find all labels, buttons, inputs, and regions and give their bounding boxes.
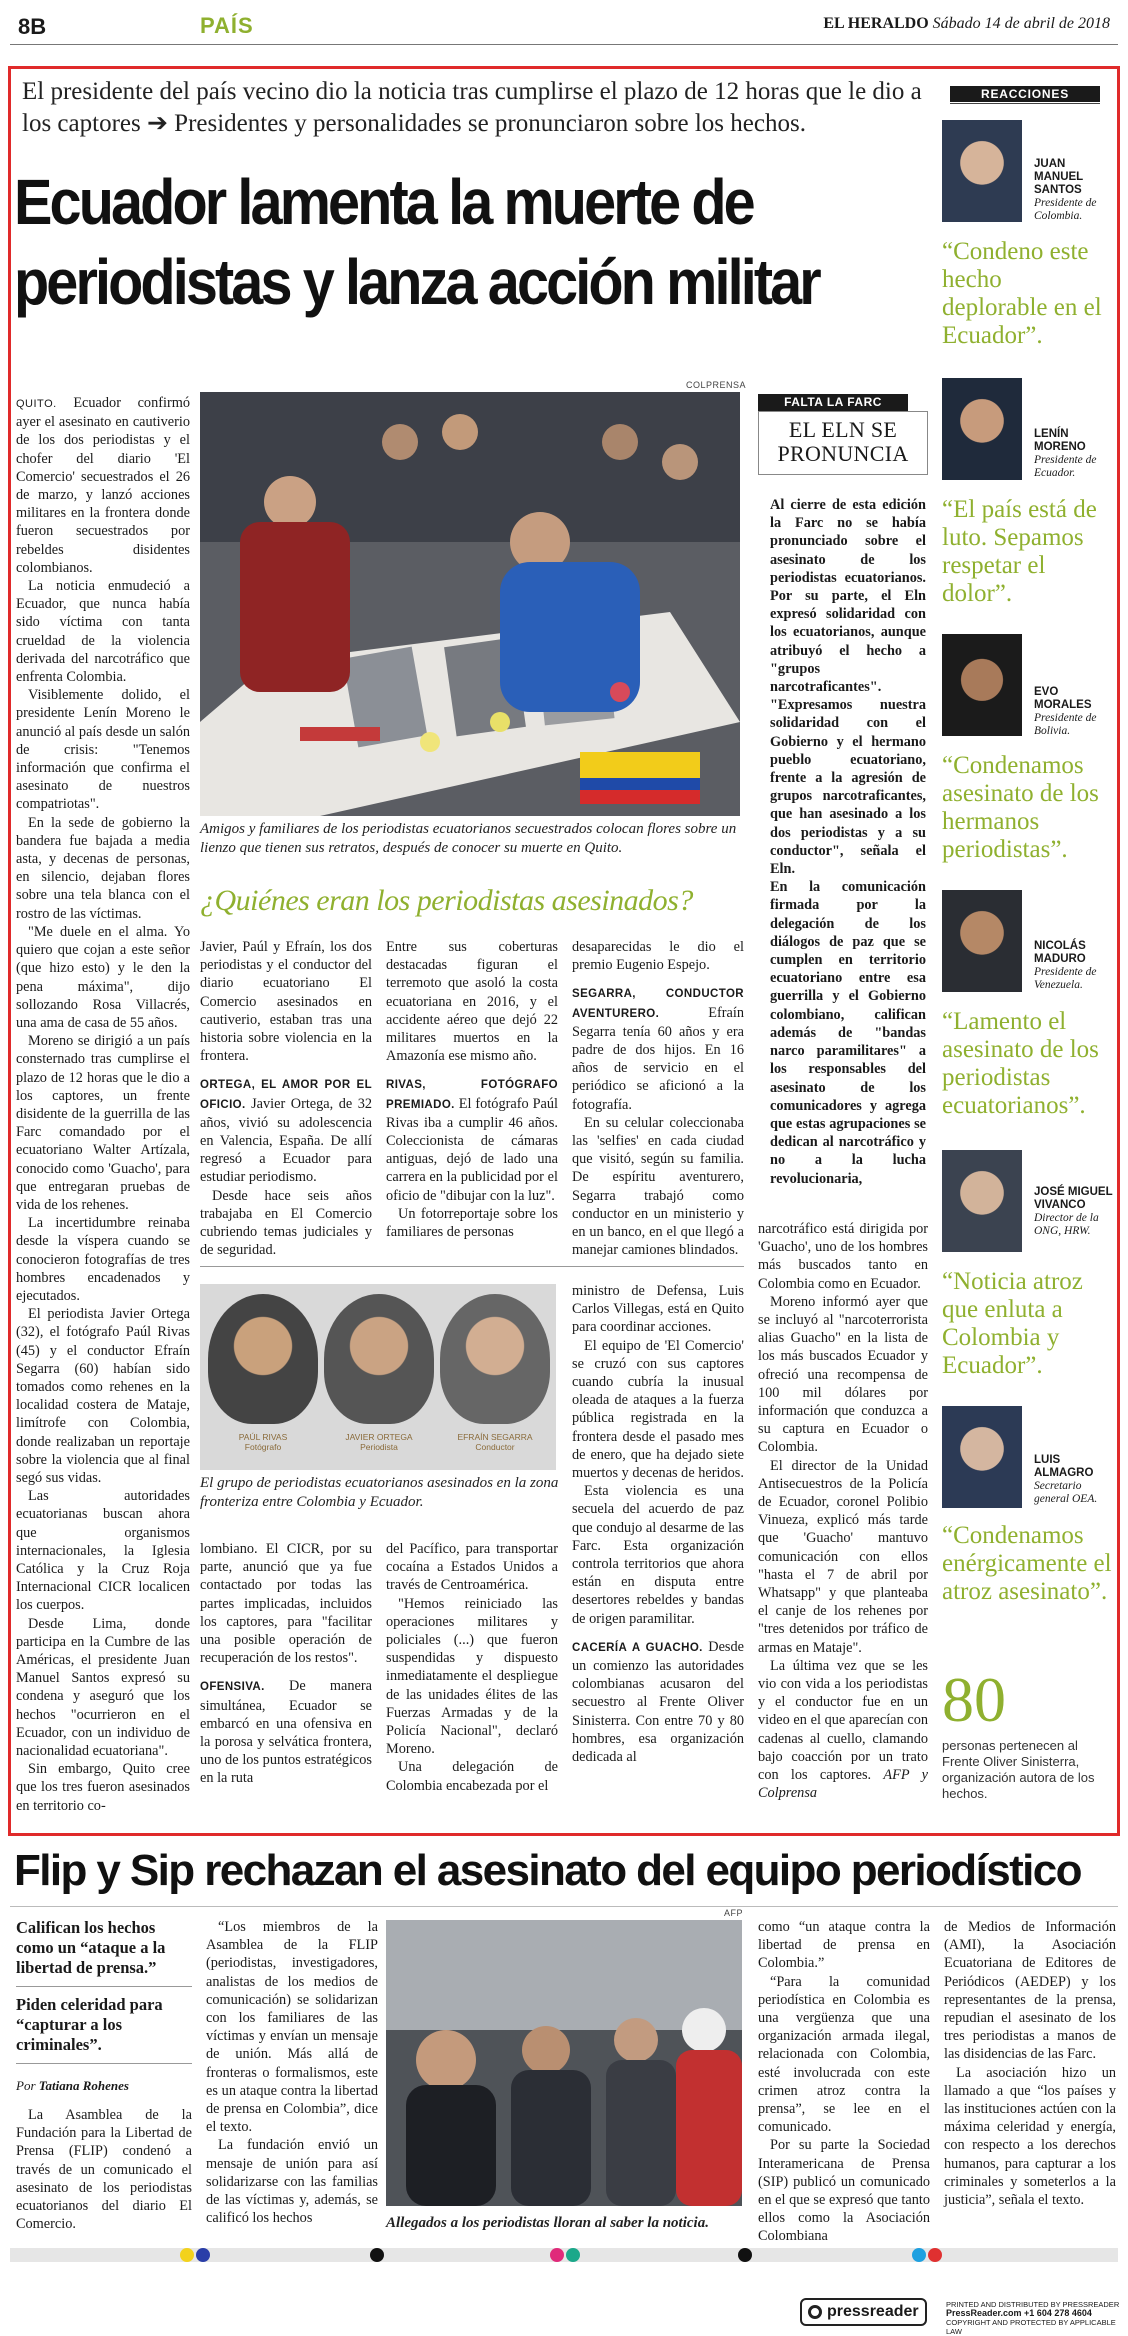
mourners-photo <box>200 392 740 816</box>
reaction-quote: “Noticia atroz que enluta a Colombia y Ecuador”. <box>942 1268 1083 1379</box>
who-subhead: RIVAS, FOTÓGRAFO PREMIADO. <box>386 1079 558 1111</box>
victims-photo <box>200 1284 556 1470</box>
col1-paragraph: La noticia enmudeció a Ecuador, que nunca había sido víctima con tanta crueldad de la violencia derivada del narcotráfico que enfrenta Colombia. <box>16 578 190 686</box>
second-deck <box>16 1918 192 2094</box>
second-photo-credit: AFP <box>724 1908 744 1918</box>
pressreader-mark-icon <box>808 2305 822 2319</box>
pressreader-logo[interactable]: pressreader <box>800 2298 927 2326</box>
lower-column-3: del Pacífico, para transportar cocaína a Estados Unidos a través de Centroamérica. "Hemos reiniciado las operaciones militares y policiales (...) que fueron suspendidas y dispuesto inmediatamente el despliegue de las unidades élites de las Fuerzas Armadas y de la Policía Nacional", declaró Moreno. Una delegación de Colombia encabezada por el <box>386 1541 558 1794</box>
deck-rule <box>16 2063 192 2064</box>
header-rule <box>10 44 1118 45</box>
kicker-text: El presidente del país vecino dio la noticia tras cumplirse el plazo de 12 horas que le dio a los captores <box>22 78 922 137</box>
photo-caption: Amigos y familiares de los periodistas ecuatorianos secuestrados colocan flores sobre un lienzo que tienen sus retratos, después de conocer su muerte en Quito. <box>200 821 737 856</box>
victim-label: EFRAÍN SEGARRA Conductor <box>457 1432 533 1452</box>
lower-column-4: ministro de Defensa, Luis Carlos Villegas, está en Quito para coordinar acciones. El equipo de 'El Comercio' se cruzó con sus captores cuando cubría la inusual oleada de ataques a la fuerza pública registrada en la frontera desde el pasado mes de enero, que ha dejado siete muertos y decenas de heridos. Esta violencia es una secuela del acuerdo de paz que condujo al desarme de las Farc. Esta organización controla territorios que ahora están en disputa entre desertores rebeldes y bandas de origen paramilitar. CACERÍA A GUACHO. Desde un comienzo las autoridades colombianas acusaron del secuestro al Frente Oliver Sinisterra. Con entre 70 y 80 hombres, esa organización dedicada al <box>572 1283 744 1766</box>
reaction-author: LENÍN MORENO Presidente de Ecuador. <box>1034 428 1097 479</box>
reaction-quote: “Condeno este hecho deplorable en el Ecuador”. <box>942 238 1102 349</box>
victim-label: JAVIER ORTEGA Periodista <box>345 1432 413 1452</box>
section-divider <box>200 1266 744 1267</box>
paper-name: EL HERALDO <box>823 15 929 32</box>
col1-paragraph: Visiblemente dolido, el presidente Lenín Moreno le anunció al país desde un salón de crisis: "Tenemos información que confirma el asesinato de nuestros compatriotas". <box>16 687 190 813</box>
col1-paragraph: La incertidumbre reinaba desde la víspera cuando se conocieron fotografías de tres hombres encadenados y ejecutados. <box>16 1215 190 1304</box>
deck-1: Califican los hechos como un “ataque a la libertad de prensa.” <box>16 1918 166 1977</box>
col1-paragraph: Moreno se dirigió a un país consternado tras cumplirse el plazo de 12 horas que le dio a los captores, un frente disidente de la guerrilla de las Farc comandado por el ecuatoriano Walter Artízala, conocido como 'Guacho', para que entregaran pruebas de vida de los rehenes. <box>16 1033 190 1213</box>
victim-label: PAÚL RIVAS Fotógrafo <box>238 1432 288 1452</box>
registration-dot-yellow <box>180 2248 194 2262</box>
headline-line-1: Ecuador lamenta la muerte de <box>14 166 753 238</box>
reaction-quote: “Condenamos asesinato de los hermanos periodistas”. <box>942 752 1099 863</box>
farc-title-line-2: PRONUNCIA <box>777 441 909 466</box>
reactions-tab-rule <box>950 103 1100 104</box>
issue-date: Sábado 14 de abril de 2018 <box>932 15 1110 32</box>
victim-portrait <box>208 1294 318 1424</box>
byline: Por Tatiana Rohenes <box>16 2078 129 2093</box>
portrait-maduro <box>942 890 1022 992</box>
victim-portrait <box>440 1294 550 1424</box>
pressreader-info: PRINTED AND DISTRIBUTED BY PRESSREADER PressReader.com +1 604 278 4604 COPYRIGHT AND PROTECTED BY APPLICABLE LAW <box>946 2300 1120 2336</box>
registration-dot-magenta <box>550 2248 564 2262</box>
registration-dot-blue <box>196 2248 210 2262</box>
article-column-1 <box>16 394 190 1815</box>
reaction-author: LUIS ALMAGRO Secretario general OEA. <box>1034 1454 1098 1505</box>
big-number: 80 <box>942 1664 1006 1735</box>
pressreader-footer <box>800 2296 1120 2336</box>
ofensiva-subhead: OFENSIVA. <box>200 1681 265 1694</box>
reactions-sidebar <box>938 72 1112 1827</box>
reaction-author: EVO MORALES Presidente de Bolivia. <box>1034 686 1097 737</box>
signature: AFP y Colprensa <box>758 1767 928 1802</box>
color-registration-bar <box>10 2248 1118 2262</box>
second-headline-rule <box>10 1906 1118 1907</box>
second-column-4: como “un ataque contra la libertad de prensa en Colombia.” “Para la comunidad periodística en Colombia es una vergüenza que una organización armada ilegal, relacionada con Colombia, esté involucrada con este crimen atroz contra la prensa”, se lee en el comunicado. Por su parte la Sociedad Interamericana de Prensa (SIP) publicó un comunicado en el que se expresó que tanto ellos como la Asociación Colombiana <box>758 1919 930 2245</box>
registration-dot-red <box>928 2248 942 2262</box>
main-headline <box>14 162 842 322</box>
reaction-author: NICOLÁS MADURO Presidente de Venezuela. <box>1034 940 1097 991</box>
second-column-1: La Asamblea de la Fundación para la Libertad de Prensa (FLIP) condenó a través de un comunicado el asesinato de los periodistas ecuatorianos del diario El Comercio. <box>16 2107 192 2233</box>
col1-paragraph: El periodista Javier Ortega (32), el fotógrafo Paúl Rivas (45) y el conductor Efraín Segarra (60) habían sido tomados como rehenes en la localidad costera de Mataje, limítrofe con Colombia, donde realizaban un reportaje sobre la violencia que al final segó sus vidas. <box>16 1306 190 1486</box>
kicker-tail: Presidentes y personalidades se pronunciaron sobre los hechos. <box>174 110 806 137</box>
col1-paragraph: Las autoridades ecuatorianas buscan ahora que organismos internacionales, la Iglesia Católica y la Cruz Roja Internacional CICR localicen los cuerpos. <box>16 1488 190 1614</box>
mourners-photo-illustration <box>200 392 740 816</box>
page-number: 8B <box>18 14 47 39</box>
deck-rule <box>16 1986 192 1987</box>
victim-portrait <box>324 1294 434 1424</box>
lower-column-5: narcotráfico está dirigida por 'Guacho', uno de los hombres más buscados tanto en Colombia como en Ecuador. Moreno informó ayer que se incluyó al "narcoterrorista alias Guacho" en la lista de los más buscados Ecuador y ofreció una recompensa de 100 mil dólares por información que conduzca a su captura en Ecuador o Colombia. El director de la Unidad Antisecuestros de la Policía de Ecuador, coronel Polibio Vinueza, explicó más tarde que 'Guacho' mantuvo comunicación con ellos "hasta el 7 de abril por Whatsapp" y que planteaba el canje de los rehenes por "tres detenidos por tráfico de armas en Mataje". La última vez que se les vio con vida a los periodistas y el conductor fue en un video en el que aparecían con cadenas al cuello, clamando bajo coacción por un trato con los captores. AFP y Colprensa <box>758 1221 928 1802</box>
mourners-photo-2 <box>386 1920 742 2206</box>
kicker-arrow-icon: ➔ <box>146 110 168 137</box>
headline-line-2: periodistas y lanza acción militar <box>14 246 819 318</box>
reaction-author: JOSÉ MIGUEL VIVANCO Director de la ONG, HRW. <box>1034 1186 1113 1237</box>
lower-column-2: lombiano. El CICR, por su parte, anunció que ya fue contactado por todas las partes implicadas, incluidos los captores, para "facilitar una posible operación de recuperación de los restos". OFENSIVA. De manera simultánea, Ecuador se embarcó en una ofensiva en la porosa y selvática frontera, uno de los puntos estratégicos en la ruta <box>200 1541 372 1787</box>
victims-caption: El grupo de periodistas ecuatorianos asesinados en la zona fronteriza entre Colombia y Ecuador. <box>200 1475 559 1510</box>
col1-paragraph: QUITO. Ecuador confirmó ayer el asesinato en cautiverio de los dos periodistas y el chofer del diario 'El Comercio' secuestrados el 26 de marzo, y lanzó acciones militares en la frontera donde fueron secuestrados por rebeldes disidentes colombianos. <box>16 395 190 576</box>
portrait-morales <box>942 634 1022 736</box>
dateline: QUITO. <box>16 398 57 410</box>
registration-dot-black <box>370 2248 384 2262</box>
reaction-author: JUAN MANUEL SANTOS Presidente de Colombia. <box>1034 158 1097 222</box>
who-subhead: SEGARRA, CONDUCTOR AVENTURERO. <box>572 988 744 1020</box>
who-column-2: Entre sus coberturas destacadas figuran el terremoto que asoló la costa ecuatoriana en 2016, y el accidente aéreo que dejó 22 militares muertos en la Amazonía ese mismo año. RIVAS, FOTÓGRAFO PREMIADO. El fotógrafo Paúl Rivas iba a cumplir 46 años. Coleccionista de cámaras antiguas, dejó de lado una carrera en la publicidad por el oficio de "dibujar con la luz". Un fotorreportaje sobre los familiares de personas <box>386 939 558 1241</box>
deck-2: Piden celeridad para “capturar a los criminales”. <box>16 1995 163 2054</box>
portrait-almagro <box>942 1406 1022 1508</box>
mourners-photo-2-illustration <box>386 1920 742 2206</box>
photo-credit: COLPRENSA <box>686 380 747 390</box>
col1-paragraph: Desde Lima, donde participa en la Cumbre de las Américas, el presidente Juan Manuel Santos expresó su condena y aseguró que los hechos "ocurrieron en el Ecuador, con un individuo de nacionalidad ecuatoriana". <box>16 1615 190 1760</box>
reaction-quote: “El país está de luto. Sepamos respetar el dolor”. <box>942 496 1097 607</box>
col1-paragraph: Sin embargo, Quito cree que los tres fueron asesinados en territorio co- <box>16 1761 190 1814</box>
paper-info <box>823 15 1110 33</box>
registration-dot-cyan <box>912 2248 926 2262</box>
col1-paragraph: En la sede de gobierno la bandera fue bajada a media asta, y decenas de personas, en silencio, dejaban flores sobre una tela blanca con el rostro de las víctimas. <box>16 814 190 922</box>
farc-title-line-1: EL ELN SE <box>788 417 898 442</box>
reaction-quote: “Condenamos enérgicamente el atroz asesinato”. <box>942 1522 1112 1605</box>
farc-tab: FALTA LA FARC <box>758 394 908 411</box>
who-column-1: Javier, Paúl y Efraín, los dos periodistas y el conductor del diario ecuatoriano El Comercio asesinados en cautiverio, estaban tras una historia sobre violencia en la frontera. ORTEGA, EL AMOR POR EL OFICIO. Javier Ortega, de 32 años, vivió su adolescencia en Valencia, España. De allí regresó a Ecuador para estudiar periodismo. Desde hace seis años trabajaba en El Comercio cubriendo temas judiciales y de seguridad. <box>200 939 372 1259</box>
farc-title-box <box>758 411 928 475</box>
who-subhead: ORTEGA, EL AMOR POR EL OFICIO. <box>200 1079 372 1111</box>
second-headline: Flip y Sip rechazan el asesinato del equipo periodístico <box>14 1846 1081 1895</box>
second-column-5: de Medios de Información (AMI), la Asociación Ecuatoriana de Editores de Periódicos (AEDEP) y los representantes de la prensa, repudian el asesinato de los tres periodistas a manos de las disidencias de las Farc. La asociación hizo un llamado a que “los países y las instituciones actúen con la máxima celeridad y energía, con respecto a los derechos humanos, para capturar a los criminales y someterlos a la justicia”, señala el texto. <box>944 1919 1116 2209</box>
registration-dot-black <box>738 2248 752 2262</box>
reactions-tab: REACCIONES <box>950 86 1100 102</box>
portrait-vivanco <box>942 1150 1022 1252</box>
second-column-2: “Los miembros de la Asamblea de la FLIP (periodistas, investigadores, analistas de los medios de comunicación) se solidarizan con los familiares de las víctimas y envían un mensaje de unión. Más allá de fronteras o formalismos, este es un ataque contra la libertad de prensa en Colombia”, dice el texto. La fundación envió un mensaje de unión para así solidarizarse con las familias de las víctimas y, además, se calificó los hechos <box>206 1919 378 2227</box>
registration-dot-green <box>566 2248 580 2262</box>
reaction-quote: “Lamento el asesinato de los periodistas ecuatorianos”. <box>942 1008 1099 1119</box>
big-number-text: personas pertenecen al Frente Oliver Sinisterra, organización autora de los hechos. <box>942 1738 1095 1801</box>
section-subhead: ¿Quiénes eran los periodistas asesinados? <box>200 884 693 917</box>
who-column-3: desaparecidas le dio el premio Eugenio Espejo. SEGARRA, CONDUCTOR AVENTURERO. Efraín Segarra tenía 60 años y era padre de dos hijos. En 16 años de servicio en el periódico se aficionó a la fotografía. En su celular coleccionaba las 'selfies' en cada ciudad que visitó, según su familia. De espíritu aventurero, Segarra trabajó como conductor en un ministerio y en un banco, en el que llegó a manejar camiones blindados. <box>572 939 744 1259</box>
caceria-subhead: CACERÍA A GUACHO. <box>572 1641 703 1654</box>
article-kicker <box>22 76 922 140</box>
col1-paragraph: "Me duele en el alma. Yo quiero que cojan a este señor (que hizo esto) y le den la pena máxima", dijo sollozando Rosa Villacrés, una ama de casa de 55 años. <box>16 923 190 1031</box>
portrait-moreno <box>942 378 1022 480</box>
farc-body: Al cierre de esta edición la Farc no se había pronunciado sobre el asesinato de los periodistas ecuatorianos. Por su parte, el Eln expresó solidaridad con los ecuatorianos, aunque atribuyó el hecho a "grupos narcotraficantes". "Expresamos nuestra solidaridad con el Gobierno y el hermano pueblo ecuatoriano, frente a la agresión de grupos narcotraficantes, que han asesinado a los dos periodistas y a su conductor", señala el Eln. En la comunicación firmada por la delegación de los diálogos de paz que se cumplen en territorio ecuatoriano entre esa guerrilla y el Gobierno colombiano, califican además de "bandas narco paramilitares" a los responsables del asesinato de los comunicadores y agrega que estas agrupaciones se dedican al narcotráfico y no a la lucha revolucionaria, <box>770 497 926 1187</box>
second-photo-caption: Allegados a los periodistas lloran al saber la noticia. <box>386 2215 709 2231</box>
section-name: PAÍS <box>200 13 254 38</box>
portrait-santos <box>942 120 1022 222</box>
